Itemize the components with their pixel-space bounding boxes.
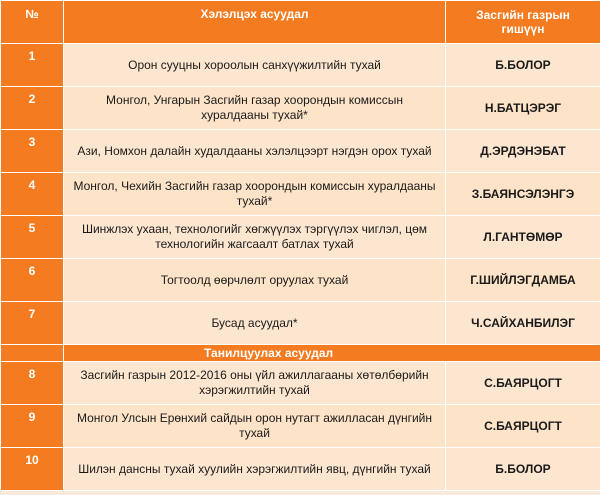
row-minister: Н.БАТЦЭРЭГ (446, 87, 601, 130)
row-number: 9 (1, 405, 64, 448)
row-minister: Б.БОЛОР (446, 44, 601, 87)
row-minister: Л.ГАНТӨМӨР (446, 216, 601, 259)
table-header-row (1, 1, 601, 44)
row-topic: Засгийн газрын 2012-2016 оны үйл ажиллагааны хөтөлбөрийн хэрэгжилтийн тухай (64, 362, 446, 405)
table-row (1, 362, 601, 405)
row-topic: Тогтоолд өөрчлөлт оруулах тухай (64, 259, 446, 302)
row-number: 4 (1, 173, 64, 216)
row-minister: Ч.САЙХАНБИЛЭГ (446, 302, 601, 345)
row-minister: Г.ШИЙЛЭГДАМБА (446, 259, 601, 302)
row-number: 6 (1, 259, 64, 302)
header-topic: Хэлэлцэх асуудал (64, 1, 446, 44)
table-row (1, 448, 601, 491)
row-topic: Шинжлэх ухаан, технологийг хөгжүүлэх тэргүүлэх чиглэл, цөм технологийн жагсаалт батлах тухай (64, 216, 446, 259)
section-header-row (1, 345, 601, 362)
section-title: Танилцуулах асуудал (64, 345, 601, 362)
row-number: 8 (1, 362, 64, 405)
row-topic: Монгол, Чехийн Засгийн газар хоорондын комиссын хуралдааны тухай* (64, 173, 446, 216)
section-spacer (1, 345, 64, 362)
row-number: 5 (1, 216, 64, 259)
row-topic: Монгол Улсын Ерөнхий сайдын орон нутагт ажилласан дүнгийн тухай (64, 405, 446, 448)
row-number: 1 (1, 44, 64, 87)
table-row (1, 87, 601, 130)
row-topic: Шилэн дансны тухай хуулийн хэрэгжилтийн явц, дүнгийн тухай (64, 448, 446, 491)
table-row (1, 405, 601, 448)
row-topic: Бусад асуудал* (64, 302, 446, 345)
table-row (1, 216, 601, 259)
row-topic: Орон сууцны хороолын санхүүжилтийн тухай (64, 44, 446, 87)
row-minister: Д.ЭРДЭНЭБАТ (446, 130, 601, 173)
row-number: 2 (1, 87, 64, 130)
table-row (1, 44, 601, 87)
row-minister: З.БАЯНСЭЛЭНГЭ (446, 173, 601, 216)
row-topic: Ази, Номхон далайн худалдааны хэлэлцээрт нэгдэн орох тухай (64, 130, 446, 173)
table-row (1, 173, 601, 216)
header-number: № (1, 1, 64, 44)
bottom-strip (0, 491, 600, 495)
row-number: 10 (1, 448, 64, 491)
row-minister: С.БАЯРЦОГТ (446, 405, 601, 448)
row-topic: Монгол, Унгарын Засгийн газар хоорондын комиссын хуралдааны тухай* (64, 87, 446, 130)
row-number: 7 (1, 302, 64, 345)
row-minister: Б.БОЛОР (446, 448, 601, 491)
row-number: 3 (1, 130, 64, 173)
table-row (1, 130, 601, 173)
table-row (1, 302, 601, 345)
header-minister: Засгийн газрын гишүүн (446, 1, 601, 44)
row-minister: С.БАЯРЦОГТ (446, 362, 601, 405)
table-row (1, 259, 601, 302)
